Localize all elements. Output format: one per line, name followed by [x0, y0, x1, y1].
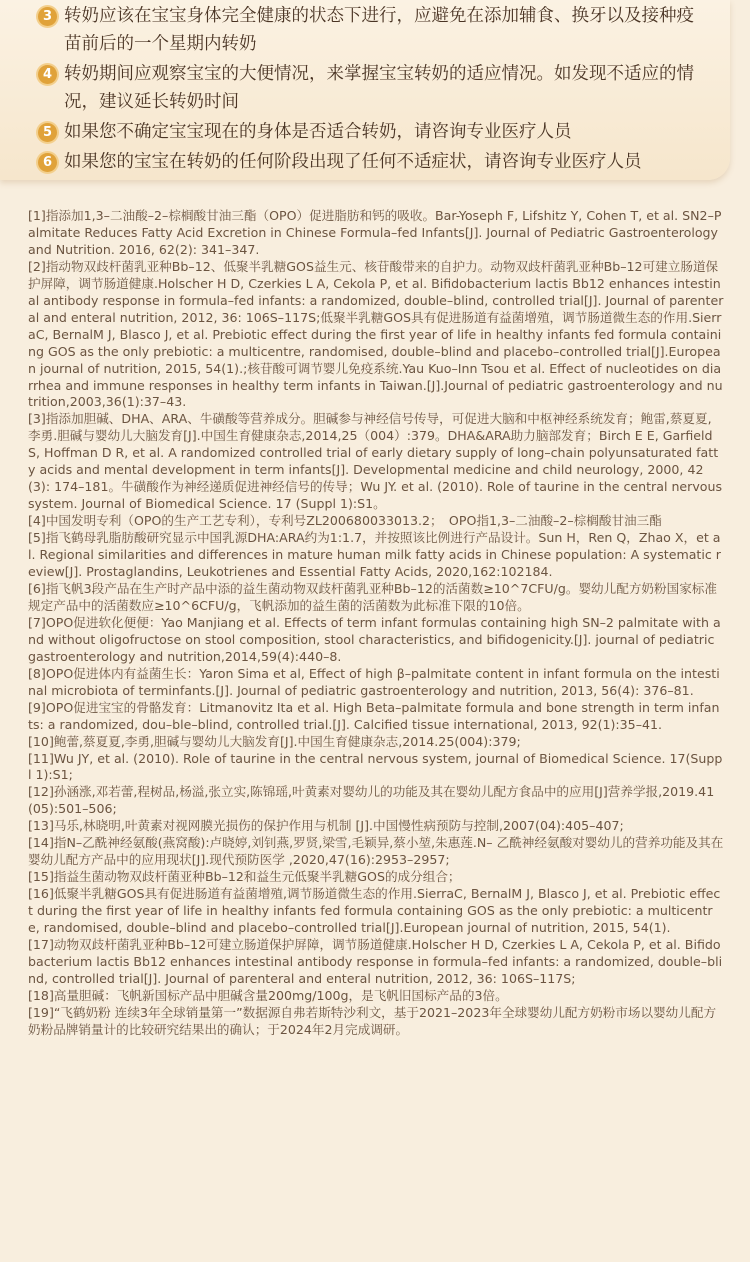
reference-item: [8]OPO促进体内有益菌生长：Yaron Sima et al, Effect of high β–palmitate content in infant formula on the intestinal microbiota of terminfants.[J]. Journal of pediatric gastroenterology and nutrition, 2013, 56(4): 376–81. — [28, 665, 720, 698]
tip-text: 转奶应该在宝宝身体完全健康的状态下进行，应避免在添加辅食、换牙以及接种疫苗前后的一个星期内转奶 — [64, 6, 694, 54]
reference-item: [6]指飞帆3段产品在生产时产品中添的益生菌动物双歧杆菌乳亚种Bb–12的活菌数≥10^7CFU/g。婴幼儿配方奶粉国家标准规定产品中的活菌数应≥10^6CFU/g，飞帆添加的益生菌的活菌数为此标准下限的10倍。 — [28, 580, 717, 613]
reference-item: [16]低聚半乳糖GOS具有促进肠道有益菌增殖,调节肠道微生态的作用.SierraC, BernalM J, Blasco J, et al. Prebiotic effect during the first year of life in healthy infants fed formula containing GOS as the only prebiotic: a multicentre, randomised, double–blind and placebo–controlled trial[J].European journal of nutrition, 2015, 54(1). — [28, 886, 721, 936]
tip-item — [42, 2, 704, 58]
tip-text: 转奶期间应观察宝宝的大便情况，来掌握宝宝转奶的适应情况。如发现不适应的情况，建议延长转奶时间 — [64, 64, 694, 112]
reference-item: [2]指动物双歧杆菌乳亚种Bb–12、低聚半乳糖GOS益生元、核苷酸带来的自护力。动物双歧杆菌乳亚种Bb–12可建立肠道保护屏障，调节肠道健康.Holscher H D, Czerkies L A, Cekola P, et al. Bifidobacterium lactis Bb12 enhances intestinal antibody response in formula–fed infants: a randomized, double–blind, controlled trial[J]. Journal of parenteral and enteral nutrition, 2012, 36: 106S–117S;低聚半乳糖GOS具有促进肠道有益菌增殖，调节肠道微生态的作用.SierraC, BernalM J, Blasco J, et al. Prebiotic effect during the first year of life in healthy infants fed formula containing GOS as the only prebiotic: a multicentre, randomised, double–blind and placebo–controlled trial[J].European journal of nutrition, 2015, 54(1).;核苷酸可调节婴儿免疫系统.Yau Kuo–Inn Tsou et al. Effect of nucleotides on diarrhea and immune responses in healthy term infants in Taiwan.[J].Journal of pediatric gastroenterology and nutrition,2003,36(1):37–43. — [28, 258, 724, 410]
reference-item: [7]OPO促进软化便便：Yao Manjiang et al. Effects of term infant formulas containing high SN–2 palmitate with and without oligofructose on stool composition, stool characteristics, and bifidogenicity.[J]. journal of pediatric gastroenterology and nutrition,2014,59(4):440–8. — [28, 614, 721, 664]
tip-text: 如果您不确定宝宝现在的身体是否适合转奶，请咨询专业医疗人员 — [64, 122, 572, 142]
reference-item: [15]指益生菌动物双歧杆菌亚种Bb–12和益生元低聚半乳糖GOS的成分组合； — [28, 869, 461, 885]
tip-item — [42, 118, 704, 146]
reference-item: [19]“飞鹤奶粉 连续3年全球销量第一”数据源自弗若斯特沙利文，基于2021–2023年全球婴幼儿配方奶粉市场以婴幼儿配方奶粉品牌销量计的比较研究结果出的确认；于2024年2月完成调研。 — [28, 1004, 717, 1037]
reference-item: [11]Wu JY, et al. (2010). Role of taurine in the central nervous system, journal of Biomedical Science. 17(Suppl 1):S1; — [28, 750, 723, 783]
number-badge-icon: 6 — [38, 153, 57, 172]
reference-item: [3]指添加胆碱、DHA、ARA、牛磺酸等营养成分。胆碱参与神经信号传导，可促进大脑和中枢神经系统发育；鲍雷,蔡夏夏,李勇.胆碱与婴幼儿大脑发育[J].中国生育健康杂志,2014,25（004）:379。DHA&ARA助力脑部发育；Birch E E, Garfield S, Hoffman D R, et al. A randomized controlled trial of early dietary supply of long–chain polyunsaturated fatty acids and mental development in term infants[J]. Developmental medicine and child neurology, 2000, 42(3): 174–181。牛磺酸作为神经递质促进神经信号的传导；Wu JY. et al. (2010). Role of taurine in the central nervous system. Journal of Biomedical Science. 17 (Suppl 1):S1。 — [28, 411, 723, 512]
reference-item: [12]孙涵涨,邓若蕾,程树品,杨溢,张立实,陈锦瑶,叶黄素对婴幼儿的功能及其在婴幼儿配方食品中的应用[J]营养学报,2019.41(05):501–506; — [28, 784, 715, 817]
reference-item: [14]指N–乙酰神经氨酸(燕窝酸):卢晓婷,刘钊燕,罗贤,梁雪,毛颖异,蔡小堃,朱惠莲.N– 乙酰神经氨酸对婴幼儿的营养功能及其在婴幼儿配方产品中的应用现状[J].现代预防医学 ,2020,47(16):2953–2957; — [28, 835, 724, 868]
reference-item: [17]动物双歧杆菌乳亚种Bb–12可建立肠道保护屏障，调节肠道健康.Holscher H D, Czerkies L A, Cekola P, et al. Bifidobacterium lactis Bb12 enhances intestinal antibody response in formula–fed infants: a randomized, double–blind, controlled trial[J]. Journal of parenteral and enteral nutrition, 2012, 36: 106S–117S; — [28, 936, 723, 986]
number-badge-icon: 5 — [38, 123, 57, 142]
tip-text: 如果您的宝宝在转奶的任何阶段出现了任何不适症状，请咨询专业医疗人员 — [64, 152, 642, 172]
references-list — [28, 208, 724, 1039]
reference-item: [13]马乐,林晓明,叶黄素对视网膜光损伤的保护作用与机制 [J].中国慢性病预防与控制,2007(04):405–407; — [28, 818, 624, 834]
reference-item: [10]鲍蕾,蔡夏夏,李勇,胆碱与婴幼儿大脑发育[J].中国生育健康杂志,2014.25(004):379; — [28, 733, 521, 749]
reference-item: [9]OPO促进宝宝的骨骼发育：Litmanovitz Ita et al. High Beta–palmitate formula and bone strength in term infants: a randomized, dou–ble–blind, controlled trial.[J]. Calcified tissue international, 2013, 92(1):35–41. — [28, 699, 720, 732]
tips-card — [0, 0, 730, 180]
tip-item — [42, 148, 704, 176]
number-badge-icon: 3 — [38, 7, 57, 26]
reference-item: [18]高量胆碱：飞帆新国标产品中胆碱含量200mg/100g，是飞帆旧国标产品的3倍。 — [28, 987, 508, 1003]
number-badge-icon: 4 — [38, 65, 57, 84]
tip-item — [42, 60, 704, 116]
reference-item: [4]中国发明专利（OPO的生产工艺专利），专利号ZL200680033013.2； OPO指1,3–二油酸–2–棕榈酸甘油三酯 — [28, 513, 662, 529]
reference-item: [1]指添加1,3–二油酸–2–棕榈酸甘油三酯（OPO）促进脂肪和钙的吸收。Bar-Yoseph F, Lifshitz Y, Cohen T, et al. SN2–Palmitate Reduces Fatty Acid Excretion in Chinese Formula–fed Infants[J]. Journal of Pediatric Gastroenterology and Nutrition. 2016, 62(2): 341–347. — [28, 208, 722, 257]
tips-list — [42, 0, 704, 174]
reference-item: [5]指飞鹤母乳脂肪酸研究显示中国乳源DHA:ARA约为1:1.7，并按照该比例进行产品设计。Sun H，Ren Q，Zhao X，et al. Regional similarities and differences in mature human milk fatty acids in Chinese population: A systematic review[J]. Prostaglandins, Leukotrienes and Essential Fatty Acids, 2020,162:102184. — [28, 530, 721, 580]
